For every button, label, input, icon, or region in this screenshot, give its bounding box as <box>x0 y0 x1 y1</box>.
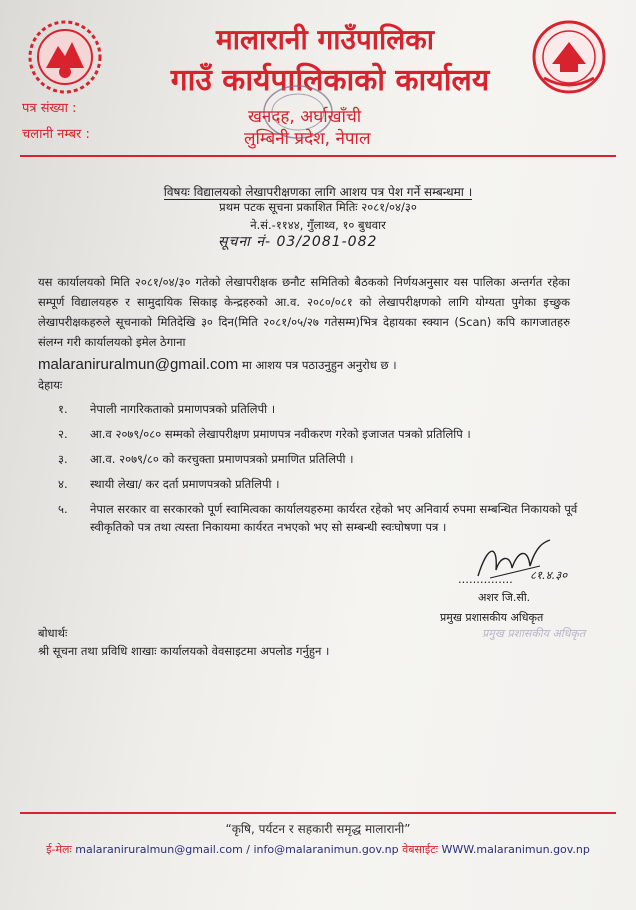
list-item: २. आ.व २०७९/०८० सम्मको लेखापरीक्षण प्रमाणपत्र नवीकरण गरेको इजाजत पत्रको प्रतिलिपि । <box>58 427 471 441</box>
website-link[interactable]: WWW.malaranimun.gov.np <box>441 843 590 856</box>
signature-date: ८१.४.३० <box>530 568 568 582</box>
bodhartha-label: बोधार्थः <box>38 626 68 640</box>
list-item: १. नेपाली नागरिकताको प्रमाणपत्रको प्रतिलिपी । <box>58 402 276 416</box>
patra-sankhya-label: पत्र संख्या : <box>22 101 77 116</box>
email-label: ई-मेलः <box>46 843 72 856</box>
address-line-2: लुम्बिनी प्रदेश, नेपाल <box>244 129 371 149</box>
document-list <box>58 400 578 543</box>
office-email: malaraniruralmun@gmail.com <box>38 356 239 373</box>
bodhartha-line: श्री सूचना तथा प्रविधि शाखाः कार्यालयको वेवसाइटमा अपलोड गर्नुहुन । <box>38 644 330 658</box>
municipality-logo-icon <box>530 18 608 96</box>
footer-divider <box>20 812 616 814</box>
designation-stamp: प्रमुख प्रशासकीय अधिकृत <box>482 627 586 640</box>
first-published-date: प्रथम पटक सूचना प्रकाशित मितिः २०८१/०४/३० <box>219 200 417 214</box>
notice-number: सूचना नं- 03/2081-082 <box>218 234 378 250</box>
signatory-name: अशर जि.सी. <box>478 591 531 604</box>
website-label: वेबसाईटः <box>402 843 438 856</box>
municipality-name: मालारानी गाउँपालिका <box>216 23 434 56</box>
notice-subject: विषयः विद्यालयको लेखापरीक्षणका लागि आशय पत्र पेश गर्ने सम्बन्धमा । <box>163 185 473 199</box>
chalani-number-label: चलानी नम्बर : <box>22 127 90 142</box>
list-item: ४. स्थायी लेखा/ कर दर्ता प्रमाणपत्रको प्रतिलिपी । <box>58 477 280 491</box>
footer-emails: malaraniruralmun@gmail.com / info@malaranimun.gov.np <box>75 843 399 856</box>
signatory-title: प्रमुख प्रशासकीय अधिकृत <box>440 611 544 624</box>
nepal-emblem-icon <box>26 18 104 96</box>
list-item: ५. नेपाल सरकार वा सरकारको पूर्ण स्वामित्वका कार्यालयहरुमा कार्यरत रहेको भए अनिवार्य रुपमा सम्बन्धित निकायको पूर्व स्वीकृतिको पत्र तथा त्यस्ता निकायमा कार्यरत नभएको भए सो सम्बन्धी स्वःघोषणा पत्र । <box>58 502 578 534</box>
dehaya-label: देहायः <box>38 378 63 392</box>
office-name: गाउँ कार्यपालिकाको कार्यालय <box>170 63 490 98</box>
nepal-sambat-date: ने.सं.-११४४, गुँलाथ्व, १० बुधवार <box>250 218 386 232</box>
email-line <box>38 356 397 373</box>
footer-slogan: “कृषि, पर्यटन र सहकारी समृद्ध मालारानी” <box>225 822 411 836</box>
address-line-1: खनदह, अर्घाखाँची <box>248 107 362 127</box>
footer-contact <box>0 842 636 857</box>
notice-body: यस कार्यालयको मिति २०८१/०४/३० गतेको लेखापरीक्षक छनौट समितिको बैठकको निर्णयअनुसार यस पालिका अन्तर्गत रहेका सम्पूर्ण विद्यालयहरु र सामुदायिक सिकाइ केन्द्रहरुको आ.व. २०८०/०८१ को लेखापरीक्षणको लागि योग्यता पुगेका इच्छुक लेखापरीक्षकहरुले सूचनाको मितिदेखि ३० दिन(मिति २०८१/०५/२७ गतेसम्म)भित्र देहायका स्क्यान (Scan) कपि कागजातहरु संलग्न गरी कार्यालयको इमेल ठेगाना <box>38 275 570 349</box>
list-item: ३. आ.व. २०७९/८० को करचुक्ता प्रमाणपत्रको प्रमाणित प्रतिलिपी । <box>58 452 354 466</box>
header-divider <box>20 155 616 157</box>
email-line-suffix: मा आशय पत्र पठाउनुहुन अनुरोध छ । <box>241 358 397 372</box>
signature-dots: ............... <box>458 572 513 586</box>
